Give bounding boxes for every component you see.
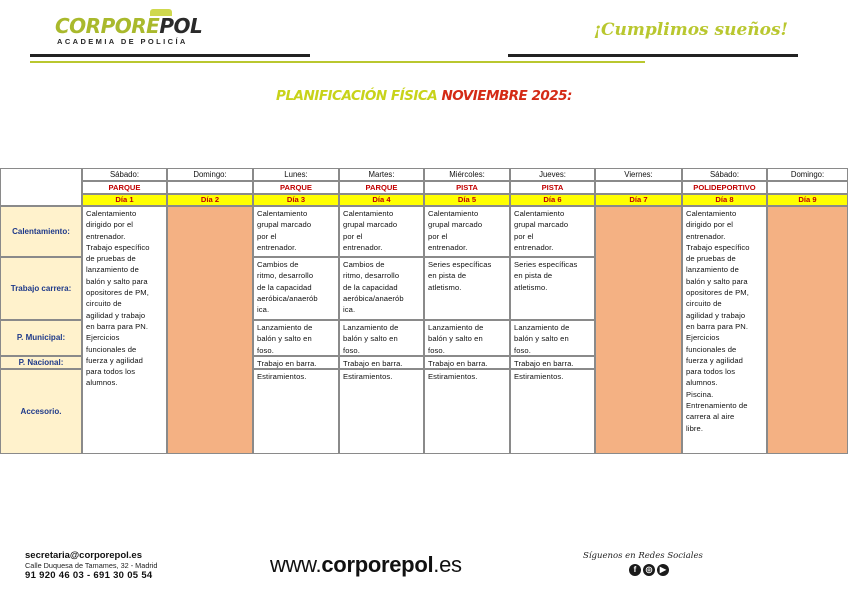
cell-text-line: ritmo, desarrollo bbox=[343, 271, 400, 281]
column-day-number: Día 4 bbox=[339, 194, 424, 206]
weekday-warmup bbox=[510, 206, 595, 257]
cell-text-line: entrenador. bbox=[428, 242, 468, 252]
cell-text-line: por el bbox=[343, 231, 363, 241]
footer-social bbox=[583, 551, 723, 576]
cell-text-line: Cambios de bbox=[257, 260, 299, 269]
column-location: POLIDEPORTIVO bbox=[682, 181, 767, 194]
cell-text-line: Ejercicios bbox=[686, 333, 720, 343]
cell-text-line: grupal marcado bbox=[257, 220, 312, 230]
cell-text-line: Estiramientos. bbox=[343, 372, 393, 381]
cell-text-line: en barra para PN. bbox=[686, 321, 749, 331]
row-label-calentamiento: Calentamiento: bbox=[0, 206, 82, 257]
weekday-warmup bbox=[253, 206, 339, 257]
cell-text-line: grupal marcado bbox=[428, 220, 483, 230]
cell-text-line: foso. bbox=[428, 345, 445, 355]
cell-text-line: aeróbica/anaerób bbox=[343, 293, 404, 303]
weekday-nacional bbox=[510, 356, 595, 369]
column-location: PARQUE bbox=[82, 181, 167, 194]
cell-text-line: lanzamiento de bbox=[86, 265, 139, 275]
cell-text-line: Series específicas bbox=[514, 260, 578, 269]
cell-text-line: Lanzamiento de bbox=[514, 323, 570, 332]
cell-text-line: grupal marcado bbox=[343, 220, 398, 230]
cell-text-line: Trabajo específico bbox=[86, 242, 150, 252]
cell-text-line: lanzamiento de bbox=[686, 265, 739, 275]
cell-text-line: Lanzamiento de bbox=[257, 323, 313, 332]
column-day-name: Jueves: bbox=[510, 168, 595, 181]
cell-text-line: circuito de bbox=[86, 299, 122, 309]
cell-text-line: Series específicas bbox=[428, 260, 492, 269]
cell-text-line: balón y salto en bbox=[514, 334, 569, 344]
cell-text-line: Trabajo en barra. bbox=[343, 359, 403, 368]
cell-text-line: dirigido por el bbox=[86, 220, 134, 230]
weekday-accesorio bbox=[510, 369, 595, 454]
column-day-name: Martes: bbox=[339, 168, 424, 181]
row-label-accesorio: Accesorio. bbox=[0, 369, 82, 454]
cell-text-line: foso. bbox=[257, 345, 274, 355]
column-day-number: Día 3 bbox=[253, 194, 339, 206]
column-location: PARQUE bbox=[253, 181, 339, 194]
cell-text-line: Trabajo específico bbox=[686, 242, 750, 252]
cell-text-line: Cambios de bbox=[343, 260, 385, 269]
cell-text-line: grupal marcado bbox=[514, 220, 569, 230]
table-corner bbox=[0, 168, 82, 206]
weekday-running bbox=[424, 257, 510, 320]
weekday-municipal bbox=[253, 320, 339, 356]
friday-rest bbox=[595, 206, 682, 454]
column-day-number: Día 5 bbox=[424, 194, 510, 206]
weekday-accesorio bbox=[339, 369, 424, 454]
weekday-accesorio bbox=[253, 369, 339, 454]
cell-text-line: Calentamiento bbox=[686, 209, 737, 218]
schedule-table bbox=[0, 168, 848, 454]
column-location bbox=[595, 181, 682, 194]
cell-text-line: Calentamiento bbox=[343, 209, 394, 218]
cell-text-line: entrenador. bbox=[343, 242, 383, 252]
cell-text-line: atletismo. bbox=[514, 282, 548, 292]
weekday-warmup bbox=[339, 206, 424, 257]
column-day-number: Día 7 bbox=[595, 194, 682, 206]
footer-website[interactable]: www.corporepol.es bbox=[270, 552, 462, 577]
cell-text-line: entrenador. bbox=[257, 242, 297, 252]
cell-text-line: entrenador. bbox=[514, 242, 554, 252]
cell-text-line: ica. bbox=[257, 305, 270, 315]
column-day-name: Sábado: bbox=[82, 168, 167, 181]
cell-text-line: por el bbox=[514, 231, 534, 241]
weekday-municipal bbox=[339, 320, 424, 356]
weekday-municipal bbox=[424, 320, 510, 356]
weekday-running bbox=[339, 257, 424, 320]
cell-text-line: en pista de bbox=[428, 271, 467, 281]
cell-text-line: balón y salto en bbox=[257, 334, 312, 344]
cell-text-line: balón y salto para bbox=[686, 276, 748, 286]
cell-text-line: Calentamiento bbox=[428, 209, 479, 218]
logo-subtitle: ACADEMIA DE POLICÍA bbox=[57, 37, 188, 46]
cell-text-line: agilidad y trabajo bbox=[86, 310, 146, 320]
cell-text-line: Lanzamiento de bbox=[343, 323, 399, 332]
cell-text-line: libre. bbox=[686, 423, 704, 433]
weekday-running bbox=[510, 257, 595, 320]
header-divider-right bbox=[508, 54, 798, 57]
footer-phones: 91 920 46 03 - 691 30 05 54 bbox=[25, 570, 153, 581]
cell-text-line: circuito de bbox=[686, 299, 722, 309]
cell-text-line: agilidad y trabajo bbox=[686, 310, 746, 320]
cell-text-line: Estiramientos. bbox=[428, 372, 478, 381]
cell-text-line: entrenador. bbox=[686, 231, 726, 241]
cell-text-line: opositores de PM, bbox=[686, 288, 749, 298]
cell-text-line: de la capacidad bbox=[257, 282, 312, 292]
cell-text-line: en barra para PN. bbox=[86, 321, 149, 331]
cell-text-line: fuerza y agilidad bbox=[86, 355, 143, 365]
cell-text-line: Calentamiento bbox=[86, 209, 137, 218]
cell-text-line: entrenador. bbox=[86, 231, 126, 241]
footer-address: Calle Duquesa de Tamames, 32 - Madrid bbox=[25, 561, 158, 570]
weekday-municipal bbox=[510, 320, 595, 356]
cell-text-line: ica. bbox=[343, 305, 356, 315]
social-caption: Síguenos en Redes Sociales bbox=[583, 551, 703, 561]
cell-text-line: Entrenamiento de bbox=[686, 401, 748, 411]
column-day-name: Lunes: bbox=[253, 168, 339, 181]
column-location: PISTA bbox=[424, 181, 510, 194]
cell-text-line: de la capacidad bbox=[343, 282, 398, 292]
cell-text-line: Piscina. bbox=[686, 389, 714, 399]
instagram-icon[interactable]: ◎ bbox=[643, 564, 655, 576]
cell-text-line: opositores de PM, bbox=[86, 288, 149, 298]
cell-text-line: Trabajo en barra. bbox=[428, 359, 488, 368]
column-day-number: Día 6 bbox=[510, 194, 595, 206]
cell-text-line: aeróbica/anaerób bbox=[257, 293, 318, 303]
column-day-name: Domingo: bbox=[167, 168, 253, 181]
slogan: ¡Cumplimos sueños! bbox=[593, 20, 788, 40]
header-divider-left bbox=[30, 54, 310, 57]
cell-text-line: Estiramientos. bbox=[257, 372, 307, 381]
column-location: PARQUE bbox=[339, 181, 424, 194]
page-title: PLANIFICACIÓN FÍSICA NOVIEMBRE 2025: bbox=[276, 88, 572, 104]
cell-text-line: balón y salto en bbox=[428, 334, 483, 344]
cell-text-line: de pruebas de bbox=[686, 254, 736, 264]
cell-text-line: Calentamiento bbox=[514, 209, 565, 218]
cell-text-line: para todos los bbox=[686, 367, 736, 377]
sunday-2-rest bbox=[767, 206, 848, 454]
footer-email[interactable]: secretaria@corporepol.es bbox=[25, 550, 142, 561]
column-day-name: Viernes: bbox=[595, 168, 682, 181]
column-day-name: Domingo: bbox=[767, 168, 848, 181]
weekday-nacional bbox=[253, 356, 339, 369]
column-day-number: Día 1 bbox=[82, 194, 167, 206]
cell-text-line: balón y salto en bbox=[343, 334, 398, 344]
weekday-running bbox=[253, 257, 339, 320]
facebook-icon[interactable]: f bbox=[629, 564, 641, 576]
column-day-number: Día 9 bbox=[767, 194, 848, 206]
column-day-name: Miércoles: bbox=[424, 168, 510, 181]
column-day-number: Día 8 bbox=[682, 194, 767, 206]
row-label-p-municipal: P. Municipal: bbox=[0, 320, 82, 356]
saturday-2-plan bbox=[682, 206, 767, 454]
saturday-1-plan bbox=[82, 206, 167, 454]
cell-text-line: para todos los bbox=[86, 367, 136, 377]
cell-text-line: funcionales de bbox=[86, 344, 137, 354]
cell-text-line: Trabajo en barra. bbox=[257, 359, 317, 368]
youtube-icon[interactable]: ▶ bbox=[657, 564, 669, 576]
row-label-trabajo-carrera: Trabajo carrera: bbox=[0, 257, 82, 320]
cell-text-line: atletismo. bbox=[428, 282, 462, 292]
sunday-1-rest bbox=[167, 206, 253, 454]
cell-text-line: por el bbox=[428, 231, 448, 241]
cell-text-line: funcionales de bbox=[686, 344, 737, 354]
cell-text-line: carrera al aire bbox=[686, 412, 735, 422]
academy-logo bbox=[55, 14, 215, 54]
weekday-warmup bbox=[424, 206, 510, 257]
column-day-name: Sábado: bbox=[682, 168, 767, 181]
logo-wordmark: CORPOREPOL bbox=[55, 14, 203, 38]
cell-text-line: foso. bbox=[514, 345, 531, 355]
cell-text-line: alumnos. bbox=[686, 378, 718, 388]
cell-text-line: alumnos. bbox=[86, 378, 118, 388]
weekday-nacional bbox=[424, 356, 510, 369]
weekday-accesorio bbox=[424, 369, 510, 454]
footer-contact bbox=[25, 551, 245, 581]
cell-text-line: Trabajo en barra. bbox=[514, 359, 574, 368]
cell-text-line: dirigido por el bbox=[686, 220, 734, 230]
cell-text-line: balón y salto para bbox=[86, 276, 148, 286]
column-day-number: Día 2 bbox=[167, 194, 253, 206]
cell-text-line: Lanzamiento de bbox=[428, 323, 484, 332]
cell-text-line: ritmo, desarrollo bbox=[257, 271, 314, 281]
cell-text-line: por el bbox=[257, 231, 277, 241]
cell-text-line: fuerza y agilidad bbox=[686, 355, 743, 365]
cell-text-line: Ejercicios bbox=[86, 333, 120, 343]
cell-text-line: foso. bbox=[343, 345, 360, 355]
row-label-p-nacional: P. Nacional: bbox=[0, 356, 82, 369]
cell-text-line: Estiramientos. bbox=[514, 372, 564, 381]
column-location bbox=[767, 181, 848, 194]
column-location bbox=[167, 181, 253, 194]
header-accent-line bbox=[30, 61, 645, 63]
weekday-nacional bbox=[339, 356, 424, 369]
column-location: PISTA bbox=[510, 181, 595, 194]
cell-text-line: de pruebas de bbox=[86, 254, 136, 264]
cell-text-line: en pista de bbox=[514, 271, 553, 281]
cell-text-line: Calentamiento bbox=[257, 209, 308, 218]
